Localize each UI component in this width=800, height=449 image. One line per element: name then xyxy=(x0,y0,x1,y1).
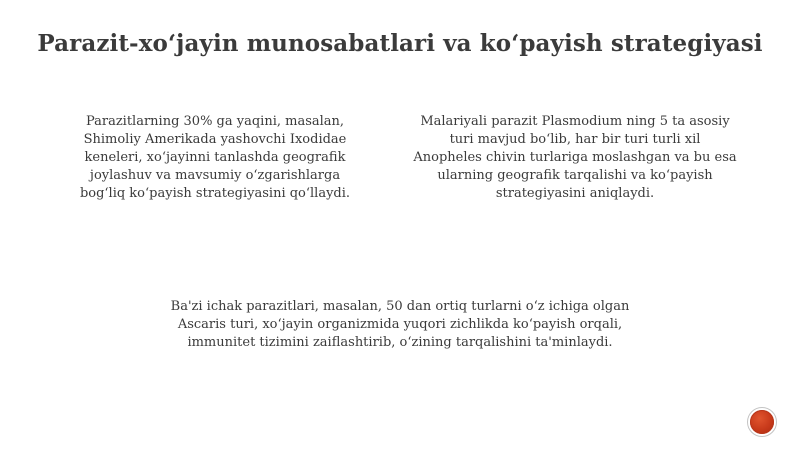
text-line: keneleri, xo‘jayinni tanlashda geografik xyxy=(84,150,346,165)
text-line: strategiyasini aniqlaydi. xyxy=(495,186,655,201)
text-line: immunitet tizimini zaiflashtirib, o‘zining tarqalishini ta'minlaydi. xyxy=(187,335,613,350)
text-line: Ba'zi ichak parazitlari, masalan, 50 dan ortiq turlarni o‘z ichiga olgan xyxy=(170,299,630,314)
text-line: Anopheles chivin turlariga moslashgan va bu esa xyxy=(413,150,737,165)
text-block-bottom xyxy=(140,298,660,352)
slide-title: Parazit-xo‘jayin munosabatlari va ko‘payish strategiyasi xyxy=(37,30,763,57)
text-block-right xyxy=(390,113,760,203)
next-slide-button[interactable] xyxy=(747,407,777,437)
circle-nav-button-icon xyxy=(750,410,774,434)
text-block-left xyxy=(55,113,375,203)
text-line: Parazitlarning 30% ga yaqini, masalan, xyxy=(85,114,345,129)
text-line: joylashuv va mavsumiy o‘zgarishlarga xyxy=(89,168,341,183)
text-line: bog‘liq ko‘payish strategiyasini qo‘llaydi. xyxy=(79,186,351,201)
text-line: Ascaris turi, xo‘jayin organizmida yuqori zichlikda ko‘payish orqali, xyxy=(177,317,623,332)
text-line: Shimoliy Amerikada yashovchi Ixodidae xyxy=(83,132,347,147)
text-line: ularning geografik tarqalishi va ko‘payish xyxy=(437,168,713,183)
text-line: Malariyali parazit Plasmodium ning 5 ta asosiy xyxy=(420,114,730,129)
text-line: turi mavjud bo‘lib, har bir turi turli xil xyxy=(449,132,701,147)
